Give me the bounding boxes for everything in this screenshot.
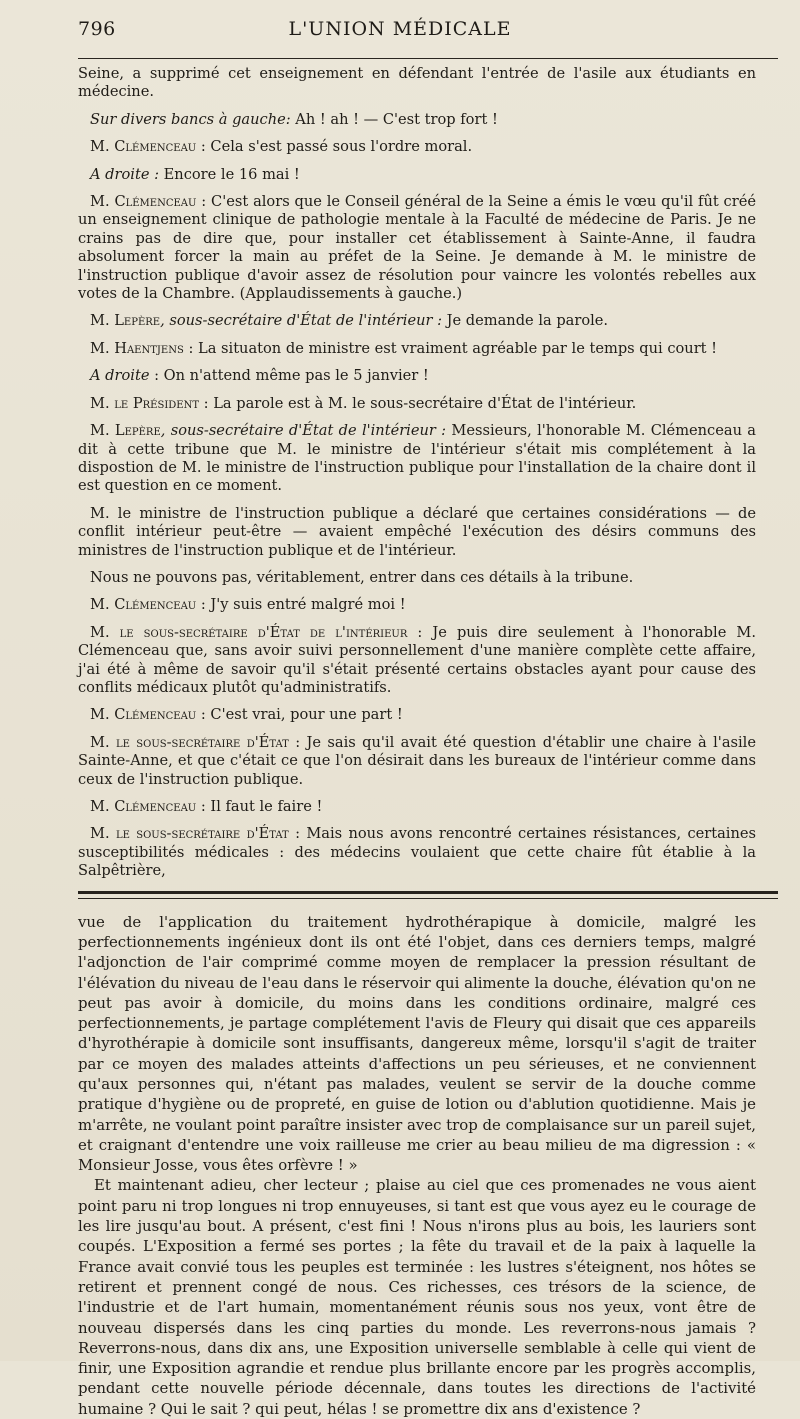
speaker-name: Clémenceau	[114, 138, 197, 156]
speaker-prefix: M.	[90, 733, 116, 751]
debate-paragraph	[78, 111, 756, 129]
feuilleton-divider	[78, 891, 778, 899]
speaker-name: le sous-secrétaire d'État de l'intérieur	[119, 623, 408, 641]
page-number: 796	[78, 18, 116, 40]
debate-paragraph	[78, 825, 756, 880]
speaker-prefix: M.	[90, 312, 115, 330]
feuilleton-paragraph	[78, 912, 756, 1176]
header-rule	[78, 58, 778, 61]
paragraph-text: : C'est vrai, pour une part !	[196, 706, 403, 724]
speaker-name: le Président	[114, 394, 200, 412]
debate-paragraph	[78, 422, 756, 496]
debate-paragraph	[78, 138, 756, 156]
speaker-name: Lepère	[114, 312, 161, 330]
speaker-role: , sous-secrétaire d'État de l'intérieur :	[160, 422, 447, 440]
debate-paragraph	[78, 312, 756, 330]
paragraph-text: : C'est alors que le Conseil général de la Seine a émis le vœu qu'il fût créé un enseignement clinique de pathologie mentale à la Faculté de médecine de Paris. Je ne crains pas de dire que, pour installer cet établissement à Sainte-Anne, il faudra absolument forcer la main au préfet de la Seine. Je demande à M. le ministre de l'instruction publique d'avoir assez de résolution pour vaincre les volontés rebelles aux votes de la Chambre. (Applaudissements à gauche.)	[78, 193, 756, 303]
speaker-name: Haentjens	[114, 339, 184, 357]
speaker-name: Clémenceau	[114, 798, 197, 815]
speaker-prefix: M.	[90, 339, 115, 357]
speaker-name: le sous-secrétaire d'État	[115, 825, 289, 843]
speaker-name: Clémenceau	[114, 596, 197, 614]
speaker-name: le sous-secrétaire d'État	[115, 733, 289, 751]
debate-paragraph	[78, 367, 756, 385]
paragraph-text: Et maintenant adieu, cher lecteur ; plaise au ciel que ces promenades ne vous aient point paru ni trop longues ni trop ennuyeuses, si tant est que vous ayez eu le courage de les lire jusqu'au bout. A présent, c'est fini ! Nous n'irons plus au bois, les lauriers sont coupés. L'Exposition a fermé ses portes ; la fête du travail et de la paix à laquelle la France avait convié tous les peuples est terminée : les lustres s'éteignent, nos hôtes se retirent et prennent congé de nous. Ces richesses, ces trésors de la science, de l'industrie et de l'art humain, momentanément réunis sous nos yeux, vont être de nouveau dispersés dans les cinq parties du monde. Les reverrons-nous jamais ? Reverrons-nous, dans dix ans, une Exposition universelle semblable à celle qui vient de finir, une Exposition agrandie et rendue plus brillante encore par les progrès accomplis, pendant cette nouvelle période décennale, dans toutes les directions de l'activité humaine ? Qui le sait ? qui peut, hélas ! se promettre dix ans d'existence ?	[78, 1176, 756, 1418]
paragraph-text: : On n'attend même pas le 5 janvier !	[149, 367, 429, 385]
debate-paragraph	[78, 596, 756, 614]
paragraph-text: M. le ministre de l'instruction publique a déclaré que certaines considérations — de conflit intérieur peut-être — avaient empêché l'exécution des désirs communs des ministres de l'instruction publique et de l'intérieur.	[78, 504, 756, 559]
speaker-name: Lepère	[114, 422, 161, 440]
debate-paragraph	[78, 193, 756, 303]
speaker-prefix: M.	[90, 706, 115, 724]
paragraph-text: : J'y suis entré malgré moi !	[196, 596, 406, 614]
debate-paragraph	[78, 706, 756, 724]
paragraph-text: Messieurs, l'honorable M. Clémenceau a dit à cette tribune que M. le ministre de l'intérieur s'était mis complétement à la dispostion de M. le ministre de l'instruction publique pour l'installation de la chaire dont il est question en ce moment.	[78, 422, 756, 495]
paragraph-text: vue de l'application du traitement hydrothérapique à domicile, malgré les perfectionnements ingénieux dont ils ont été l'objet, dans ces derniers temps, malgré l'adjonction de l'air comprimé comme moyen de remplacer la pression résultant de l'élévation du niveau de l'eau dans le réservoir qui alimente la douche, élévation qu'on ne peut pas avoir à domicile, du moins dans les conditions ordinaire, malgré ces perfectionnements, je partage complétement l'avis de Fleury qui disait que ces appareils d'hyrothérapie à domicile sont insuffisants, dangereux même, lorsqu'il s'agit de traiter par ce moyen des malades atteints d'affections un peu sérieuses, et ne conviennent qu'aux personnes qui, n'étant pas malades, veulent se servir de la douche comme pratique d'hygiène ou de propreté, en guise de lotion ou d'ablution quotidienne. Mais je m'arrête, ne voulant point paraître insister avec trop de complaisance sur un pareil sujet, et craignant d'entendre une voix railleuse me crier au beau milieu de ma digression : « Monsieur Josse, vous êtes orfèvre ! »	[78, 912, 756, 1175]
speaker-name: Clémenceau	[114, 706, 197, 724]
speaker-name: Clémenceau	[114, 193, 197, 211]
speaker-prefix: M.	[90, 798, 115, 815]
debate-transcript	[78, 65, 756, 881]
speaker-prefix: M.	[90, 596, 115, 614]
feuilleton-paragraph	[78, 1175, 756, 1419]
debate-paragraph	[78, 798, 756, 816]
speaker-prefix: M.	[90, 825, 116, 843]
paragraph-text: Ah ! ah ! — C'est trop fort !	[290, 110, 498, 128]
speaker-prefix: M.	[90, 394, 115, 412]
paragraph-text: : Je puis dire seulement à l'honorable M. Clémenceau que, sans avoir suivi personnellement d'une manière complète cette affaire, j'ai été à même de savoir qu'il s'était présenté certains obstacles ayant pour cause des conflits médicaux plutôt qu'administratifs.	[78, 623, 756, 696]
paragraph-text: Seine, a supprimé cet enseignement en défendant l'entrée de l'asile aux étudiants en médecine.	[78, 65, 756, 101]
paragraph-text: : Je sais qu'il avait été question d'établir une chaire à l'asile Sainte-Anne, et que c'était ce que l'on désirait dans les bureaux de l'intérieur comme dans ceux de l'instruction publique.	[78, 733, 756, 788]
page-header	[78, 18, 756, 58]
debate-paragraph	[78, 166, 756, 184]
paragraph-text: Nous ne pouvons pas, véritablement, entrer dans ces détails à la tribune.	[90, 568, 634, 586]
paragraph-text: : La situaton de ministre est vraiment agréable par le temps qui court !	[183, 339, 718, 357]
debate-paragraph	[78, 505, 756, 560]
paragraph-text: : Cela s'est passé sous l'ordre moral.	[196, 138, 473, 156]
feuilleton-section	[78, 912, 756, 1419]
paragraph-text: : La parole est à M. le sous-secrétaire d'État de l'intérieur.	[199, 394, 637, 412]
debate-paragraph	[78, 340, 756, 358]
paragraph-text: : Il faut le faire !	[196, 798, 323, 815]
speaker-prefix: M.	[90, 623, 120, 641]
debate-paragraph	[78, 65, 756, 102]
speaker-prefix: M.	[90, 193, 115, 211]
paragraph-text: Encore le 16 mai !	[159, 165, 300, 183]
debate-paragraph	[78, 734, 756, 789]
running-title: L'UNION MÉDICALE	[288, 18, 512, 40]
debate-paragraph	[78, 569, 756, 587]
speaker-name: A droite	[90, 367, 150, 385]
paragraph-text: Je demande la parole.	[442, 312, 609, 330]
speaker-prefix: M.	[90, 422, 115, 440]
speaker-name: A droite :	[90, 165, 160, 183]
paragraph-text: : Mais nous avons rencontré certaines résistances, certaines susceptibilités médicales : des médecins voulaient que cette chaire fût établie à la Salpêtrière,	[78, 825, 756, 880]
speaker-role: , sous-secrétaire d'État de l'intérieur :	[160, 312, 443, 330]
speaker-name: Sur divers bancs à gauche:	[90, 110, 291, 128]
speaker-prefix: M.	[90, 138, 115, 156]
debate-paragraph	[78, 395, 756, 413]
debate-paragraph	[78, 624, 756, 698]
